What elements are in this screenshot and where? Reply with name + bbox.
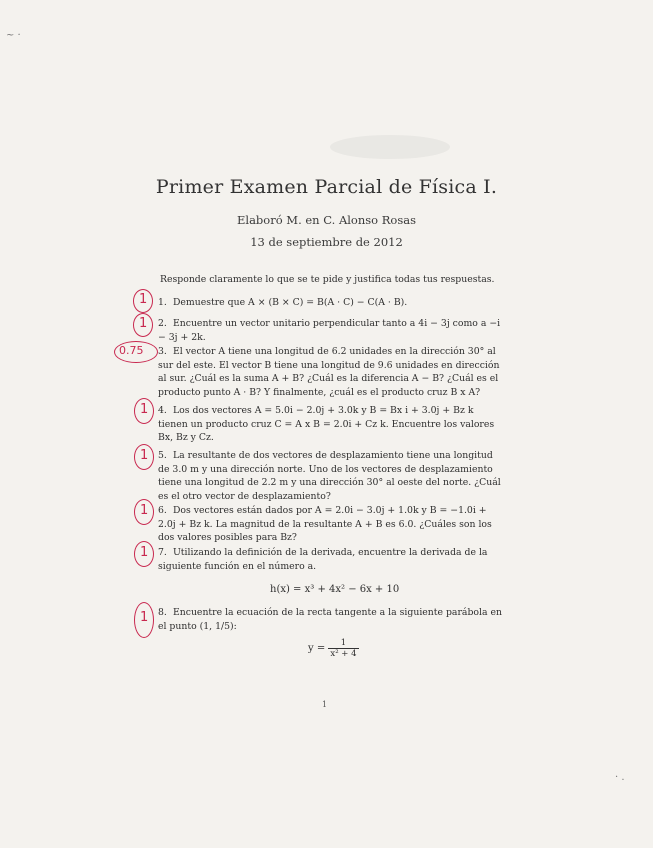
formula-parabola (308, 638, 359, 659)
question-3: 3. El vector A tiene una longitud de 6.2 unidades en la dirección 30° al sur del este. El vector B tiene una longitud de 9.6 unidades en dirección al sur. ¿Cuál es la suma A + B? ¿Cuál es la diferencia A − B? ¿Cuál es el producto punto A · B? Y finalmente, ¿cuál es el producto cruz B x A? (158, 346, 500, 398)
question-8: 8. Encuentre la ecuación de la recta tangente a la siguiente parábola en el punto (1, 1/5): (158, 607, 502, 632)
formula-h-of-x: h(x) = x³ + 4x² − 6x + 10 (270, 584, 400, 595)
question-8-text: Encuentre la ecuación de la recta tangente a la siguiente parábola en el punto (1, 1/5): (158, 607, 502, 632)
question-6-text: Dos vectores están dados por A = 2.0i − 3.0j + 1.0k y B = −1.0i + 2.0j + Bz k. La magnitud de la resultante A + B es 6.0. ¿Cuáles son los dos valores posibles para Bz? (158, 505, 492, 544)
grade-6: 1 (140, 503, 149, 518)
formula-lhs: y = (308, 643, 326, 654)
corner-scan-mark: · . (615, 772, 625, 783)
question-4: 4. Los dos vectores A = 5.0i − 2.0j + 3.0k y B = Bx i + 3.0j + Bz k tienen un producto cruz C = A x B = 2.0i + Cz k. Encuentre los valores Bx, Bz y Cz. (158, 405, 495, 444)
fraction (328, 638, 358, 659)
grade-2: 1 (139, 316, 148, 331)
fraction-numerator: 1 (328, 638, 358, 649)
exam-title: Primer Examen Parcial de Física I. (155, 176, 498, 198)
corner-scan-mark: ~ · (6, 30, 21, 41)
grade-5: 1 (140, 448, 149, 463)
question-7: 7. Utilizando la definición de la derivada, encuentre la derivada de la siguiente función en el número a. (158, 547, 488, 572)
grade-3: 0.75 (119, 344, 144, 357)
question-1: 1. Demuestre que A × (B × C) = B(A · C) − C(A · B). (158, 297, 408, 308)
grade-7: 1 (140, 545, 149, 560)
page-number: 1 (322, 700, 328, 709)
question-7-text: Utilizando la definición de la derivada, encuentre la derivada de la siguiente función en el número a. (158, 547, 488, 572)
exam-date: 13 de septiembre de 2012 (250, 235, 403, 249)
grade-1: 1 (139, 292, 148, 307)
question-5-text: La resultante de dos vectores de desplazamiento tiene una longitud de 3.0 m y una dirección norte. Uno de los vectores de desplazamiento tiene una longitud de 2.2 m y una dirección 30° al oeste del norte. ¿Cuál es el otro vector de desplazamiento? (158, 450, 501, 502)
question-4-text: Los dos vectores A = 5.0i − 2.0j + 3.0k y B = Bx i + 3.0j + Bz k tienen un producto cruz C = A x B = 2.0i + Cz k. Encuentre los valores Bx, Bz y Cz. (158, 405, 495, 444)
grade-4: 1 (140, 402, 149, 417)
exam-author: Elaboró M. en C. Alonso Rosas (237, 213, 416, 227)
question-5: 5. La resultante de dos vectores de desplazamiento tiene una longitud de 3.0 m y una dirección norte. Uno de los vectores de desplazamiento tiene una longitud de 2.2 m y una dirección 30° al oeste del norte. ¿Cuál es el otro vector de desplazamiento? (158, 450, 501, 502)
question-2: 2. Encuentre un vector unitario perpendicular tanto a 4i − 3j como a −i − 3j + 2k. (158, 318, 501, 343)
question-1-text: Demuestre que A × (B × C) = B(A · C) − C(A · B). (172, 297, 408, 308)
fraction-denominator: x² + 4 (330, 649, 357, 659)
scan-smudge (330, 135, 450, 159)
instructions: Responde claramente lo que se te pide y justifica todas tus respuestas. (160, 274, 495, 285)
question-3-text: El vector A tiene una longitud de 6.2 unidades en la dirección 30° al sur del este. El vector B tiene una longitud de 9.6 unidades en dirección al sur. ¿Cuál es la suma A + B? ¿Cuál es la diferencia A − B? ¿Cuál es el producto punto A · B? Y finalmente, ¿cuál es el producto cruz B x A? (158, 346, 500, 398)
grade-8: 1 (140, 610, 149, 625)
question-6: 6. Dos vectores están dados por A = 2.0i − 3.0j + 1.0k y B = −1.0i + 2.0j + Bz k. La magnitud de la resultante A + B es 6.0. ¿Cuáles son los dos valores posibles para Bz? (158, 505, 492, 544)
question-2-text: Encuentre un vector unitario perpendicular tanto a 4i − 3j como a −i − 3j + 2k. (158, 318, 501, 343)
